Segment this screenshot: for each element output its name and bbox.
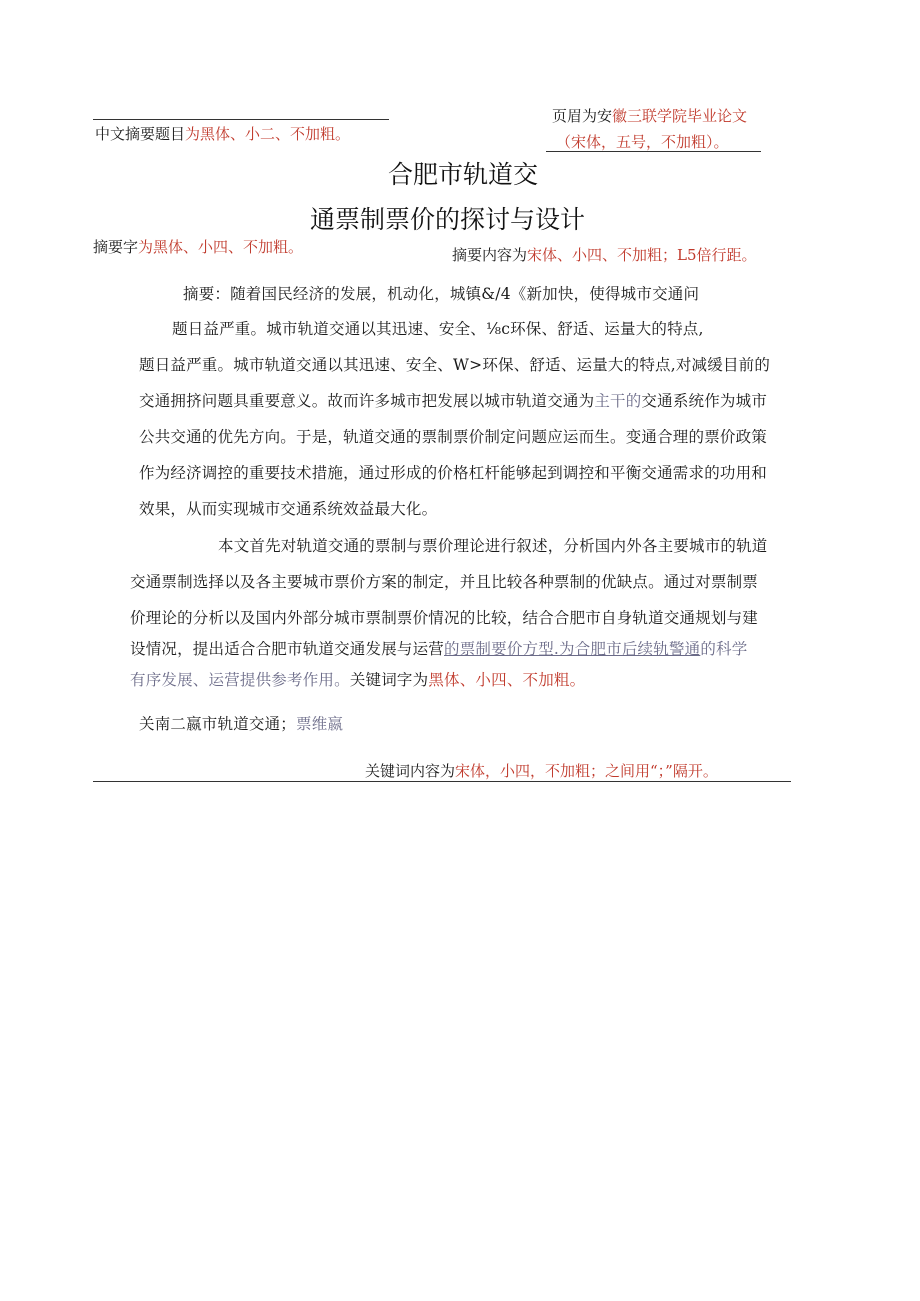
paragraph2-line-1: 本文首先对轨道交通的票制与票价理论进行叙述，分析国内外各主要城市的轨道 <box>218 537 768 555</box>
note-title-format <box>95 123 350 144</box>
paragraph2-line-4 <box>130 637 747 659</box>
paragraph2-line-5 <box>130 668 585 690</box>
abstract-line-2: 题日益严重。城市轨道交通以其迅速、安全、⅛c环保、舒适、运量大的特点, <box>172 320 704 338</box>
abstract-line-1: 摘要：随着国民经济的发展，机动化，城镇&/4《新加快，使得城市交通问 <box>183 285 700 303</box>
note-keywords-prefix: 关键词内容为 <box>365 762 456 780</box>
abstract-line-6: 作为经济调控的重要技术措施，通过形成的价格杠杆能够起到调控和平衡交通需求的功用和 <box>139 464 768 482</box>
paragraph2-line-5-red: 黑体、小四、不加粗。 <box>428 671 586 689</box>
page-title-line2: 通票制票价的探讨与设计 <box>310 205 586 234</box>
note-header-line1 <box>552 105 747 126</box>
note-keywords-red: 宋体，小四，不加粗；之间用“；”隔开。 <box>455 762 718 780</box>
top-right-rule <box>546 151 761 152</box>
note-abstract-content-prefix: 摘要内容为 <box>452 246 528 264</box>
paragraph2-line-5-a: 关键词字为 <box>349 671 429 689</box>
paragraph2-line-4-gray: 的票制要价方型.为合肥市后续轨警通 <box>444 640 701 658</box>
abstract-line-3: 题日益严重。城市轨道交通以其迅速、安全、W>环保、舒适、运量大的特点,对减缓目前的 <box>139 356 771 374</box>
note-abstract-label-red: 为黑体、小四、不加粗。 <box>138 238 304 256</box>
abstract-line-4 <box>139 389 767 411</box>
note-abstract-label <box>93 236 303 257</box>
bottom-rule <box>93 781 791 782</box>
paragraph2-line-2: 交通票制选择以及各主要城市票价方案的制定，并且比较各种票制的优缺点。通过对票制票 <box>130 573 759 591</box>
abstract-line-7: 效果，从而实现城市交通系统效益最大化。 <box>139 500 438 518</box>
keywords-gray: 票维嬴 <box>296 715 344 733</box>
note-abstract-content-red: 宋体、小四、不加粗；L5倍行距。 <box>527 246 757 264</box>
note-title-format-red: 为黑体、小二、不加粗。 <box>185 125 351 143</box>
note-header-prefix: 页眉为安 <box>552 107 613 125</box>
paragraph2-line-4-a: 设情况，提出适合合肥市轨道交通发展与运营 <box>130 640 445 658</box>
top-left-rule <box>93 119 389 120</box>
note-header-line2: （宋体，五号，不加粗）。 <box>556 133 729 151</box>
paragraph2-line-5-gray: 有序发展、运营提供参考作用。 <box>130 671 350 689</box>
page-title-line1: 合肥市轨道交 <box>388 160 539 189</box>
abstract-line-4-a: 交通拥挤问题具重要意义。故而许多城市把发展以城市轨道交通为 <box>139 392 595 410</box>
paragraph2-line-4-b: 的科学 <box>700 640 748 658</box>
abstract-line-5: 公共交通的优先方向。于是，轨道交通的票制票价制定问题应运而生。变通合理的票价政策 <box>139 428 768 446</box>
abstract-line-4-gray: 主干的 <box>594 392 642 410</box>
note-keywords <box>365 760 718 781</box>
note-abstract-content <box>452 244 757 265</box>
note-abstract-label-prefix: 摘要字 <box>93 238 139 256</box>
keywords-line <box>139 712 343 734</box>
note-header-red: 徽三联学院毕业论文 <box>612 107 748 125</box>
keywords-a: 关南二嬴市轨道交通； <box>139 715 297 733</box>
paragraph2-line-3: 价理论的分析以及国内外部分城市票制票价情况的比较，结合合肥市自身轨道交通规划与建 <box>130 609 759 627</box>
note-title-format-prefix: 中文摘要题目 <box>95 125 186 143</box>
abstract-line-4-b: 交通系统作为城市 <box>641 392 768 410</box>
